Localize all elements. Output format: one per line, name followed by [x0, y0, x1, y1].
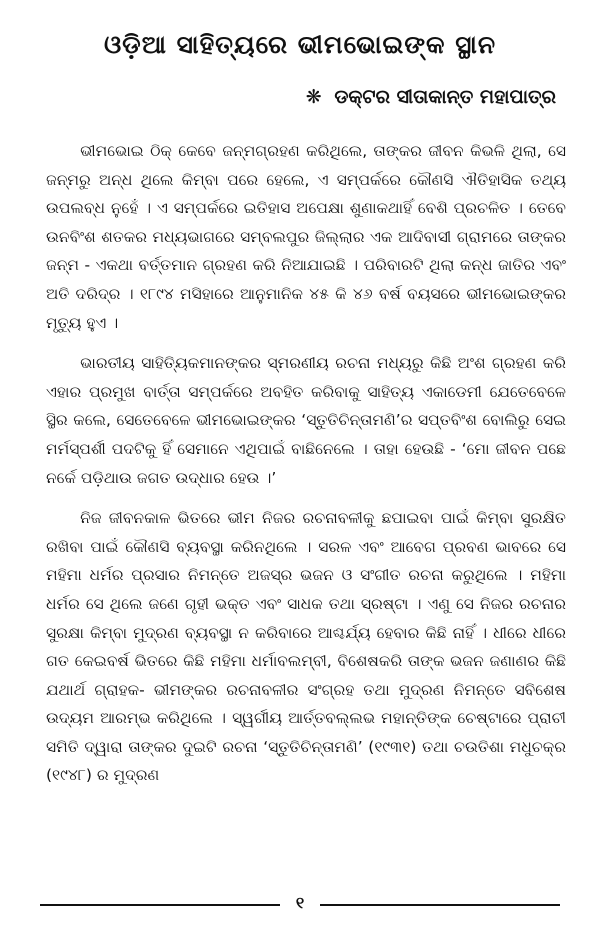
- article-title: ଓଡ଼ିଆ ସାହିତ୍ୟରେ ଭୀମଭୋଇଙ୍କ ସ୍ଥାନ: [103, 30, 497, 59]
- paragraph-3: ନିଜ ଜୀବନକାଳ ଭିତରେ ଭୀମ ନିଜର ରଚନାବଳୀକୁ ଛପାଇବା ପାଇଁ କିମ୍ବା ସୁରକ୍ଷିତ ରଖିବା ପାଇଁ କୌଣସି ବ୍ୟବସ୍ଥା କରିନଥିଲେ । ସରଳ ଏବଂ ଆବେଗ ପ୍ରବଣ ଭାବରେ ସେ ମହିମା ଧର୍ମର ପ୍ରସାର ନିମନ୍ତେ ଅଜସ୍ର ଭଜନ ଓ ସଂଗୀତ ରଚନା କରୁଥିଲେ । ମହିମା ଧର୍ମର ସେ ଥିଲେ ଜଣେ ଗୃହୀ ଭକ୍ତ ଏବଂ ସାଧକ ତଥା ସ୍ରଷ୍ଟା । ଏଣୁ ସେ ନିଜର ରଚନାର ସୁରକ୍ଷା କିମ୍ବା ମୁଦ୍ରଣ ବ୍ୟବସ୍ଥା ନ କରିବାରେ ଆଶ୍ଚର୍ଯ୍ୟ ହେବାର କିଛି ନାହିଁ । ଧୀରେ ଧୀରେ ଗତ କେଇବର୍ଷ ଭିତରେ କିଛି ମହିମା ଧର୍ମାବଲମ୍ବୀ, ବିଶେଷକରି ତାଙ୍କ ଭଜନ ଜଣାଣର କିଛି ଯଥାର୍ଥ ଗ୍ରାହକ- ଭୀମଙ୍କର ରଚନାବଳୀର ସଂଗ୍ରହ ତଥା ମୁଦ୍ରଣ ନିମନ୍ତେ ସବିଶେଷ ଉଦ୍ୟମ ଆରମ୍ଭ କରିଥିଲେ । ସ୍ୱର୍ଗୀୟ ଆର୍ତ୍ତବଲ୍ଲଭ ମହାନ୍ତିଙ୍କ ଚେଷ୍ଟାରେ ପ୍ରାଚୀ ସମିତି ଦ୍ୱାରା ତାଙ୍କର ଦୁଇଟି ରଚନା ‘ସ୍ତୁତିଚିନ୍ତାମଣି’ (୧୯୩୧) ତଥା ଚଉତିଶା ମଧୁଚକ୍ର (୧୯୪୮) ର ମୁଦ୍ରଣ: [46, 509, 566, 785]
- footer-rule-left: [40, 904, 280, 906]
- footer-rule-right: [320, 904, 560, 906]
- paragraph-1: ଭୀମଭୋଇ ଠିକ୍ କେବେ ଜନ୍ମଗ୍ରହଣ କରିଥିଲେ, ତାଙ୍କର ଜୀବନ କିଭଳି ଥିଲା, ସେ ଜନ୍ମରୁ ଅନ୍ଧ ଥିଲେ କିମ୍ବା ପରେ ହେଲେ, ଏ ସମ୍ପର୍କରେ କୌଣସି ଐତିହାସିକ ତଥ୍ୟ ଉପଲବ୍ଧ ନୁହେଁ । ଏ ସମ୍ପର୍କରେ ଇତିହାସ ଅପେକ୍ଷା ଶୁଣାକଥାହିଁ ବେଶି ପ୍ରଚଳିତ । ତେବେ ଉନବିଂଶ ଶତକର ମଧ୍ୟଭାଗରେ ସମ୍ବଲପୁର ଜିଲ୍ଲାର ଏକ ଆଦିବାସୀ ଗ୍ରାମରେ ତାଙ୍କର ଜନ୍ମ - ଏକଥା ବର୍ତ୍ତମାନ ଗ୍ରହଣ କରି ନିଆଯାଇଛି । ପରିବାରଟି ଥିଲା କନ୍ଧ ଜାତିର ଏବଂ ଅତି ଦରିଦ୍ର । ୧୮୯୪ ମସିହାରେ ଆନୁମାନିକ ୪୫ କି ୪୬ ବର୍ଷ ବୟସରେ ଭୀମଭୋଇଙ୍କର ମୃତ୍ୟୁ ହୁଏ ।: [46, 142, 566, 332]
- asterism-icon: ❋: [305, 86, 322, 108]
- author-line: [306, 86, 556, 108]
- paragraph-2: ଭାରତୀୟ ସାହିତ୍ୟିକମାନଙ୍କର ସ୍ମରଣୀୟ ରଚନା ମଧ୍ୟରୁ କିଛି ଅଂଶ ଗ୍ରହଣ କରି ଏହାର ପ୍ରମୁଖ ବାର୍ତ୍ତା ସମ୍ପର୍କରେ ଅବହିତ କରିବାକୁ ସାହିତ୍ୟ ଏକାଡେମୀ ଯେତେବେଳେ ସ୍ଥିର କଲେ, ସେତେବେଳେ ଭୀମଭୋଇଙ୍କର ‘ସ୍ତୁତିଚିନ୍ତାମଣି’ର ସପ୍ତବିଂଶ ବୋଲିରୁ ସେଇ ମର୍ମସ୍ପର୍ଶୀ ପଦଟିକୁ ହିଁ ସେମାନେ ଏଥିପାଇଁ ବାଛିନେଲେ । ତାହା ହେଉଛି - ‘ମୋ ଜୀବନ ପଛେ ନର୍କେ ପଡ଼ିଥାଉ ଜଗତ ଉଦ୍ଧାର ହେଉ ।’: [46, 354, 566, 487]
- author-name: ଡକ୍ଟର ସୀତାକାନ୍ତ ମହାପାତ୍ର: [334, 86, 556, 108]
- page-number: ୧: [295, 893, 305, 912]
- article-body: [46, 137, 566, 802]
